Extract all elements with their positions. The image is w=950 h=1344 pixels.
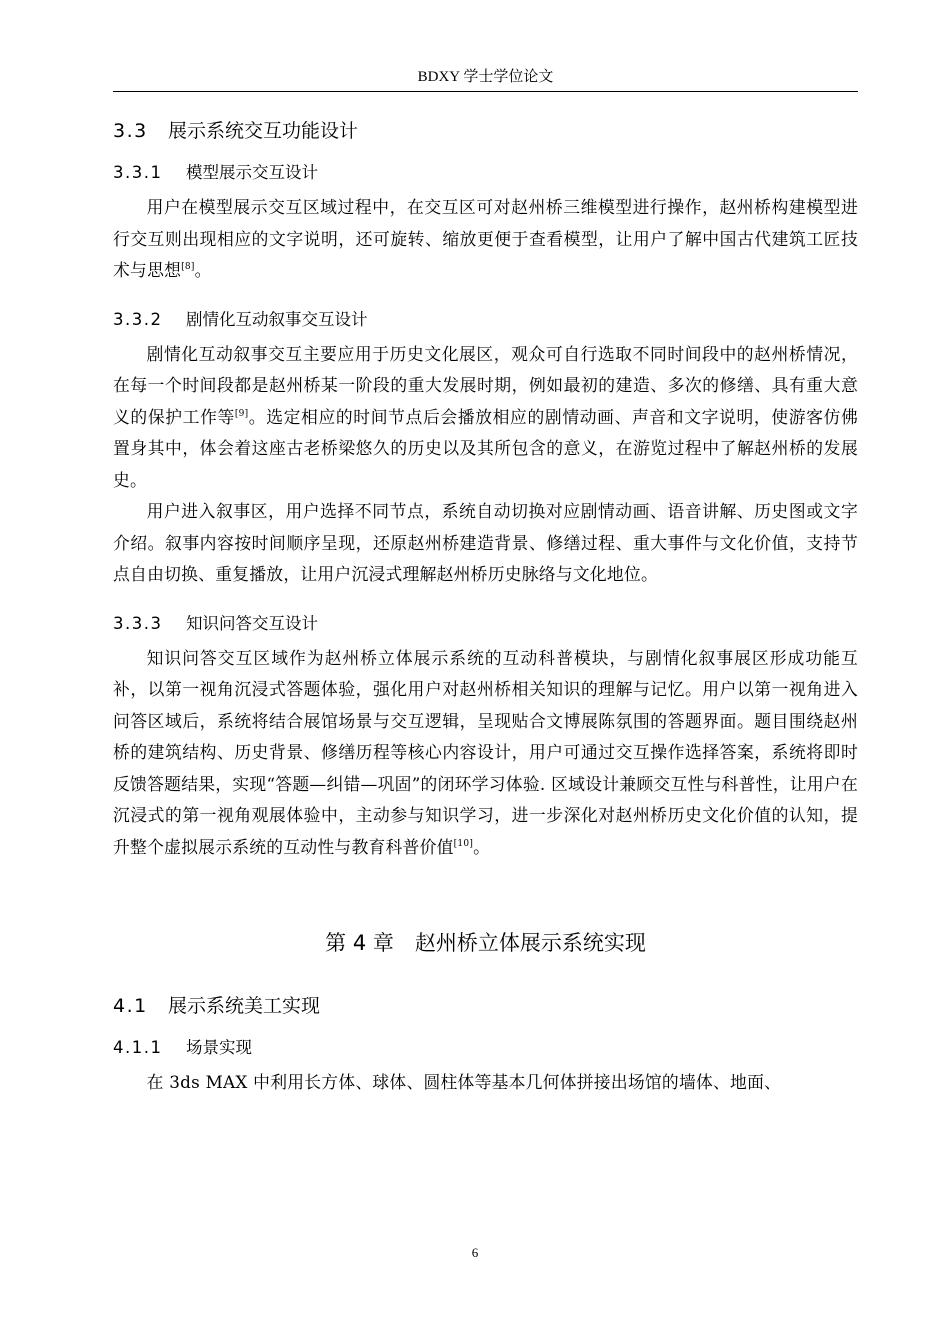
subsection-title: 模型展示交互设计 <box>186 163 318 182</box>
section-number: 3.3 <box>113 120 148 142</box>
subsection-heading-4-1-1 <box>113 1031 858 1065</box>
section-heading-3-3 <box>113 112 858 150</box>
paragraph <box>113 339 858 497</box>
citation: [10] <box>453 838 474 849</box>
subsection-number: 3.3.1 <box>113 163 163 182</box>
paragraph-text: 。 <box>194 260 212 280</box>
section-number: 4.1 <box>113 995 148 1017</box>
chapter-heading: 第 4 章 赵州桥立体展示系统实现 <box>325 931 646 955</box>
paragraph <box>113 192 858 287</box>
subsection-heading-3-3-1 <box>113 156 858 190</box>
subsection-heading-3-3-3 <box>113 607 858 641</box>
page-body <box>113 112 858 1099</box>
subsection-title: 剧情化互动叙事交互设计 <box>186 309 368 329</box>
paragraph <box>113 643 858 864</box>
section-heading-4-1 <box>113 987 858 1025</box>
citation: [9] <box>234 408 249 419</box>
paragraph-text: 。选定相应的时间节点后会播放相应的剧情动画、声音和文字说明，使游客仿佛置身其中，体会着这座古老桥梁悠久的历史以及其所包含的意义，在游览过程中了解赵州桥的发展史。 <box>113 406 858 490</box>
paragraph-text: 。 <box>473 836 491 857</box>
running-header: BDXY 学士学位论文 <box>113 63 858 92</box>
subsection-heading-3-3-2 <box>113 303 858 337</box>
paragraph-text: 剧情化互动叙事交互主要应用于历史文化展区，观众可自行选取不同时间段中的赵州桥情况，在每一个时间段都是赵州桥某一阶段的重大发展时期，例如最初的建造、多次的修缮、具有重大意义的保护工作等 <box>113 343 858 427</box>
page-number: 6 <box>471 1245 479 1260</box>
section-title: 展示系统美工实现 <box>168 995 321 1017</box>
subsection-number: 3.3.2 <box>113 309 163 329</box>
subsection-title: 场景实现 <box>186 1038 252 1057</box>
paragraph-text: 用户在模型展示交互区域过程中，在交互区可对赵州桥三维模型进行操作，赵州桥构建模型进行交互则出现相应的文字说明，还可旋转、缩放更便于查看模型，让用户了解中国古代建筑工匠技术与思想 <box>113 197 858 280</box>
citation: [8] <box>181 262 195 272</box>
subsection-number: 4.1.1 <box>113 1038 163 1057</box>
paragraph-text: 知识问答交互区域作为赵州桥立体展示系统的互动科普模块，与剧情化叙事展区形成功能互补，以第一视角沉浸式答题体验，强化用户对赵州桥相关知识的理解与记忆。用户以第一视角进入问答区域后，系统将结合展馆场景与交互逻辑，呈现贴合文博展陈氛围的答题界面。题目围绕赵州桥的建筑结构、历史背景、修缮历程等核心内容设计，用户可通过交互操作选择答案，系统将即时反馈答题结果，实现“答题—纠错—巩固”的闭环学习体验. 区域设计兼顾交互性与科普性，让用户在沉浸式的第一视角观展体验中，主动参与知识学习，进一步深化对赵州桥历史文化价值的认知，提升整个虚拟展示系统的互动性与教育科普价值 <box>113 647 858 857</box>
subsection-number: 3.3.3 <box>113 613 163 633</box>
section-title: 展示系统交互功能设计 <box>168 120 359 142</box>
paragraph: 在 3ds MAX 中利用长方体、球体、圆柱体等基本几何体拼接出场馆的墙体、地面、 <box>146 1072 782 1092</box>
paragraph: 用户进入叙事区，用户选择不同节点，系统自动切换对应剧情动画、语音讲解、历史图或文字介绍。叙事内容按时间顺序呈现，还原赵州桥建造背景、修缮过程、重大事件与文化价值，支持节点自由切换、重复播放，让用户沉浸式理解赵州桥历史脉络与文化地位。 <box>113 501 858 584</box>
subsection-title: 知识问答交互设计 <box>186 613 318 633</box>
